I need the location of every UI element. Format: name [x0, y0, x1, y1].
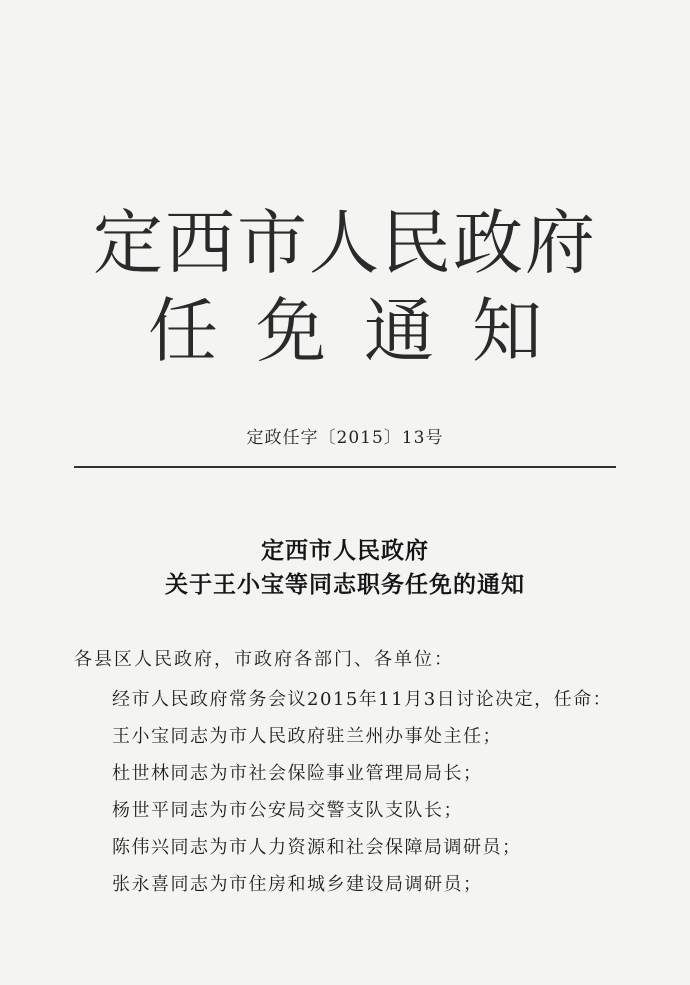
- appointment-line: 陈伟兴同志为市人力资源和社会保障局调研员；: [112, 837, 522, 858]
- appointment-line: 张永喜同志为市住房和城乡建设局调研员；: [112, 874, 483, 895]
- body-paragraph: 经市人民政府常务会议2015年11月3日讨论决定，任命：: [112, 689, 613, 710]
- body-text: [112, 681, 612, 903]
- salutation: 各县区人民政府，市政府各部门、各单位：: [74, 649, 454, 670]
- document-number: 定政任字〔2015〕13号: [246, 428, 444, 448]
- appointment-line: 杨世平同志为市公安局交警支队支队长；: [112, 800, 463, 821]
- subject-title-line1: 定西市人民政府: [261, 538, 429, 564]
- subject-title-line2: 关于王小宝等同志职务任免的通知: [165, 572, 525, 598]
- issuer-title: 定西市人民政府: [93, 202, 597, 284]
- appointment-line: 王小宝同志为市人民政府驻兰州办事处主任；: [112, 726, 502, 747]
- header-divider: [74, 466, 616, 468]
- appointment-line: 杜世林同志为市社会保险事业管理局局长；: [112, 763, 483, 784]
- notice-type-title: 任免通知: [148, 290, 580, 372]
